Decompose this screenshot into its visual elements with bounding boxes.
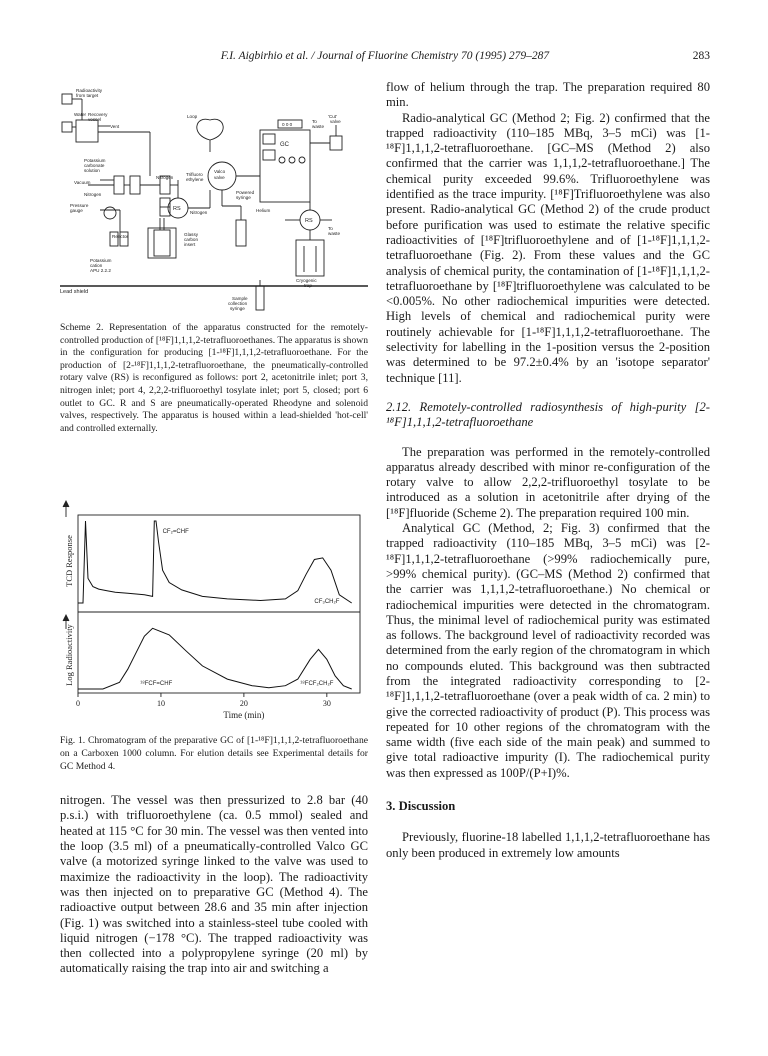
label-to: To xyxy=(312,119,317,124)
label-waste: waste xyxy=(312,124,325,129)
label-trifluoro: Trifluoro xyxy=(186,172,203,177)
label-sample: Sample xyxy=(232,296,248,301)
label-ethylene: ethylene xyxy=(186,177,204,182)
label-nitrogen-b: Nitrogen xyxy=(84,192,102,197)
chromatogram-svg xyxy=(60,497,368,727)
x-tick-label-20: 20 xyxy=(239,699,248,709)
cryogenic-trap xyxy=(296,240,324,276)
label-pressure: Pressure xyxy=(70,203,89,208)
left-body-text xyxy=(60,793,368,977)
label-carbon: carbon xyxy=(184,237,199,242)
peak-label-2-1: ¹⁸FCF=CHF xyxy=(140,681,173,688)
x-tick-label-30: 30 xyxy=(322,699,331,709)
label-waste-2: waste xyxy=(328,231,341,236)
chromatogram-trace-panel-1 xyxy=(78,521,352,606)
chromatogram-trace-panel-2 xyxy=(78,629,352,690)
label-gauge: gauge xyxy=(70,208,83,213)
label-recovery: Recovery xyxy=(88,112,108,117)
label-helium: Helium xyxy=(256,208,271,213)
label-valco: Valco xyxy=(214,169,226,174)
label-cut-valve: valve xyxy=(330,119,341,124)
solenoid-valve-1 xyxy=(114,176,124,194)
peak-label-1-2: CF₃CH₂F xyxy=(314,599,340,606)
peak-label-1-1: CF₂=CHF xyxy=(162,529,189,536)
solenoid-valve-2 xyxy=(130,176,140,194)
label-lead-shield: Lead shield xyxy=(60,289,89,295)
label-gc: GC xyxy=(280,142,289,148)
x-tick-label-10: 10 xyxy=(156,699,165,709)
label-vent: Vent xyxy=(110,124,120,129)
right-paragraph-3: The preparation was performed in the remotely-controlled apparatus already described with minor re-configuration of the rotary valve to allow 2,2,2-trifluoroethyl tosylate to be introduced as a solution in acetonitrile after drying of the [¹⁸F]fluoride (Scheme 2). The preparation required 100 min. xyxy=(386,444,710,520)
label-water: Water xyxy=(74,112,87,117)
figure-1-caption: Fig. 1. Chromatogram of the preparative GC of [1-¹⁸F]1,1,1,2-tetrafluoroethane on a Carboxen 1000 column. For elution details see Experimental details for GC Method 4. xyxy=(60,735,368,772)
label-cut: 'Cut' xyxy=(328,114,337,119)
left-paragraph-1: nitrogen. The vessel was then pressurized to 2.8 bar (40 p.s.i.) with trifluoroethylene (ca. 0.5 mmol) sealed and heated at 115 °C for 30 min. The vessel was then vented into the loop (3.5 ml) of a pneumatically-controlled Valco GC valve (a motorized syringe linked to the valve was used to maximize the radioactivity in the loop). The radioactivity was then injected on to preparative GC (Method 4). The radioactive output between 28.6 and 35 min after injection (Fig. 1) was switched into a stainless-steel tube cooled with liquid nitrogen (−178 °C). The trapped radioactivity was then collected into a polypropylene syringe (20 ml) by automatically raising the trap into air and switching a xyxy=(60,793,368,976)
label-nitrogen-c: Nitrogen xyxy=(190,210,208,215)
section-heading-2-12: 2.12. Remotely-controlled radiosynthesis of high-purity [2-¹⁸F]1,1,1,2-tetrafluoroethane xyxy=(386,399,710,430)
y-axis-label-panel-2: Log Radioactivity xyxy=(64,624,74,687)
y-arrow-top-head xyxy=(63,501,69,507)
valve-r-top xyxy=(62,94,72,104)
right-paragraph-1: flow of helium through the trap. The preparation required 80 min. xyxy=(386,80,710,110)
label-rs: RS xyxy=(173,206,181,212)
label-vessel: vessel xyxy=(88,117,102,122)
scheme-2-diagram xyxy=(60,80,368,322)
section-heading-3: 3. Discussion xyxy=(386,799,456,814)
figure-1-chromatogram xyxy=(60,497,368,727)
valve-r-left xyxy=(62,122,72,132)
label-apu: APU 2.2.2 xyxy=(90,268,111,273)
gc-oven xyxy=(260,130,310,202)
label-syringe: syringe xyxy=(236,195,251,200)
label-carbonate: carbonate xyxy=(84,163,105,168)
x-tick-label-0: 0 xyxy=(76,699,80,709)
label-insert: insert xyxy=(184,242,196,247)
running-title: F.I. Aigbirhio et al. / Journal of Fluorine Chemistry 70 (1995) 279–287 xyxy=(220,50,550,62)
label-cryogenic: Cryogenic xyxy=(296,278,317,283)
page-number: 283 xyxy=(692,50,710,62)
label-potassium-2: Potassium xyxy=(90,258,112,263)
label-reactor: Reactor xyxy=(112,234,129,239)
label-glassy: Glassy xyxy=(184,232,199,237)
left-column xyxy=(60,80,368,977)
right-paragraph-5: Previously, fluorine-18 labelled 1,1,1,2-tetrafluoroethane has only been produced in extremely low amounts xyxy=(386,830,710,860)
label-loop: Loop xyxy=(187,114,198,119)
label-potassium: Potassium xyxy=(84,158,106,163)
y-arrow-bottom-head xyxy=(63,615,69,621)
label-vacuum: Vacuum xyxy=(74,180,91,185)
label-collection-syringe: syringe xyxy=(230,306,245,311)
label-collection: collection xyxy=(228,301,248,306)
label-solution: solution xyxy=(84,168,100,173)
y-axis-label-panel-1: TCD Response xyxy=(64,535,74,588)
label-from-target: from target xyxy=(76,93,99,98)
label-cation: cation xyxy=(90,263,103,268)
x-axis-label: Time (min) xyxy=(223,710,265,721)
right-paragraph-2: Radio-analytical GC (Method 2; Fig. 2) confirmed that the trapped radioactivity (110–185 MBq, 3–5 mCi) was [1-¹⁸F]1,1,1,2-tetrafluoroethane. [GC–MS (Method 2) also confirmed that the carrier was 1,1,1,2-tetrafluoroethane.] The chemical purity exceeded 99.6%. Trifluoroethylene was identified as the trace impurity. [¹⁸F]Trifluoroethylene was also present. Radio-analytical GC (Method 2) of the crude product before purification was used to estimate the relative specific radioactivities of [¹⁸F]trifluoroethylene and of [1-¹⁸F]1,1,1,2-tetrafluoroethane (Fig. 2). From these values and the GC analysis of chemical purity, the contamination of [1-¹⁸F]1,1,1,2-tetrafluoroethane by [¹⁸F]trifluoroethylene was calculated to be <0.005%. No other radiochemical impurities were detected. High levels of chemical and radiochemical purity were routinely achievable for [1-¹⁸F]1,1,1,2-tetrafluoroethane. The selectivity for labelling in the 1-position versus the 2-position was determined to be 97.2±0.4% by an 'isotope separator' technique [11]. xyxy=(386,110,710,385)
label-radioactivity: Radioactivity xyxy=(76,88,103,93)
running-header xyxy=(60,50,710,68)
label-to-2: To xyxy=(328,226,333,231)
label-valco-valve: valve xyxy=(214,175,225,180)
label-rs-2: RS xyxy=(305,218,313,224)
scheme-2-caption: Scheme 2. Representation of the apparatus constructed for the remotely-controlled production of [¹⁸F]1,1,1,2-tetrafluoroethanes. The apparatus is shown in the configuration for producing [1-¹⁸F]1,1,1,2-tetrafluoroethane. For the production of [2-¹⁸F]1,1,1,2-tetrafluoroethane, the pneumatically-controlled rotary valve (RS) is reconfigured as follows: port 2, acetonitrile inlet; port 3, nitrogen inlet; port 4, 2,2,2-trifluoroethyl tosylate inlet; port 5, closed; port 6 outlet to GC. R and S are pneumatically-operated Rheodyne and solenoid valves, respectively. The apparatus is housed within a lead-shielded 'hot-cell' and controlled externally. xyxy=(60,322,368,434)
apparatus-schematic xyxy=(60,80,368,322)
label-valve-code: 0 0 0 xyxy=(282,122,293,127)
right-column xyxy=(386,80,710,861)
peak-label-2-2: ¹⁸FCF₂CH₂F xyxy=(300,681,334,688)
right-paragraph-4: Analytical GC (Method, 2; Fig. 3) confirmed that the trapped radioactivity (110–185 MBq, 3–5 mCi) was [2-¹⁸F]1,1,1,2-tetrafluoroethane (>99% radiochemically pure, >99% chemical purity). (GC–MS (Method 2) confirmed that the carrier was 1,1,1,2-tetrafluoroethane.) No chemical or radiochemical impurities were detected in the chromatogram. Thus, the minimal level of radiochemical purity was estimated as follows. The background level of radioactivity recorded was determined from the early region of the chromatogram in which no compounds eluted. This background was then subtracted from the integrated radioactivity corresponding to [2-¹⁸F]1,1,1,2-tetrafluoroethane (over a peak width of ca. 2 min) to give the corrected radioactivity of product (P). This process was repeated for 10 other regions of the chromatogram with the same width (five each side of the main peak) and summed to give total radioactive impurity (I). The radiochemical purity was then expressed as 100P/(P+I)%. xyxy=(386,521,710,780)
label-powered: Powered xyxy=(236,190,255,195)
label-trap: trap xyxy=(304,283,312,288)
label-nitrogen-a: Nitrogen xyxy=(156,175,174,180)
